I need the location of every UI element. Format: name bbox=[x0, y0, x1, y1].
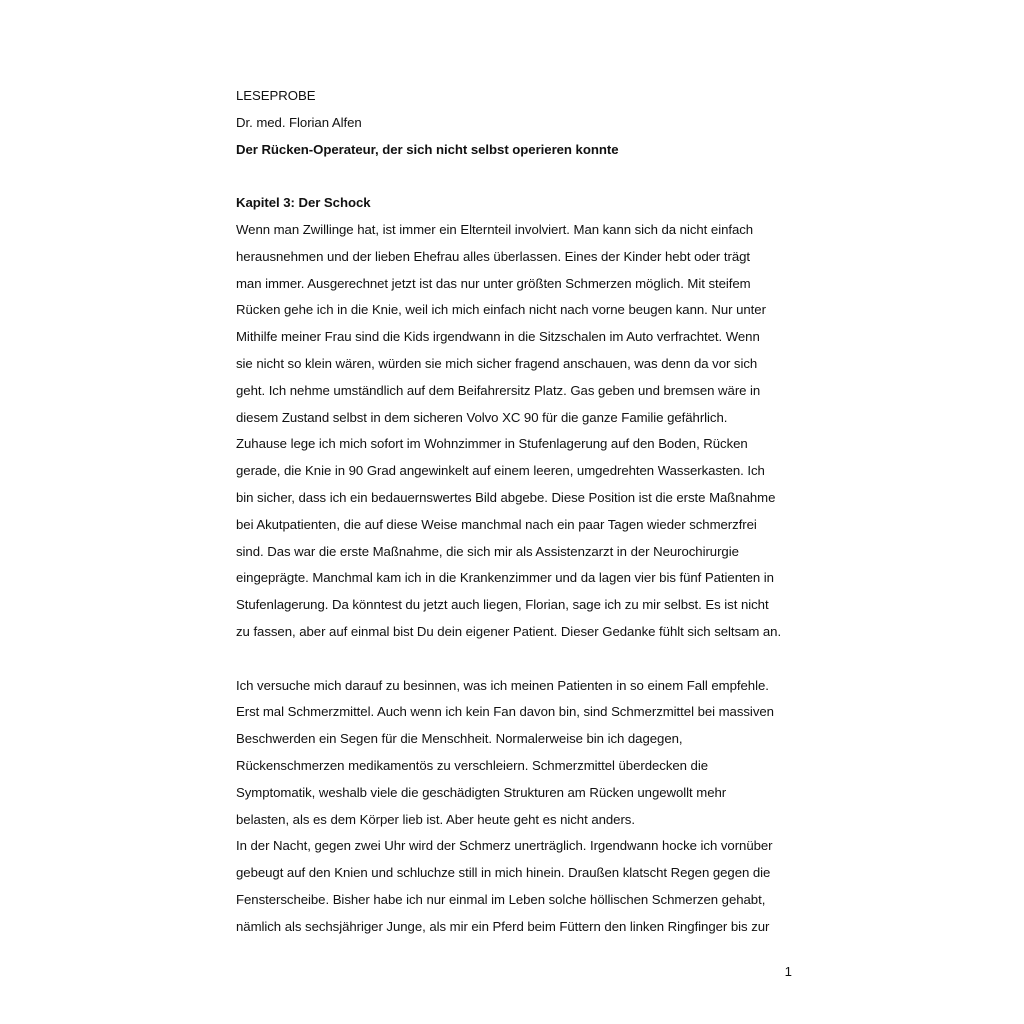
text-line: zu fassen, aber auf einmal bist Du dein eigener Patient. Dieser Gedanke fühlt sich seltsam an. bbox=[236, 623, 782, 639]
text-line: Beschwerden ein Segen für die Menschheit. Normalerweise bin ich dagegen, bbox=[236, 731, 683, 747]
text-line: Stufenlagerung. Da könntest du jetzt auch liegen, Florian, sage ich zu mir selbst. Es ist nicht bbox=[236, 597, 769, 613]
leseprobe-label: LESEPROBE bbox=[236, 88, 316, 103]
paragraph-1 bbox=[236, 220, 816, 649]
text-line: Mithilfe meiner Frau sind die Kids irgendwann in die Sitzschalen im Auto verfrachtet. Wenn bbox=[236, 329, 760, 345]
text-line: Zuhause lege ich mich sofort im Wohnzimmer in Stufenlagerung auf den Boden, Rücken bbox=[236, 436, 748, 452]
text-line: man immer. Ausgerechnet jetzt ist das nur unter größten Schmerzen möglich. Mit steifem bbox=[236, 275, 751, 291]
text-line: Fensterscheibe. Bisher habe ich nur einmal im Leben solche höllischen Schmerzen gehabt, bbox=[236, 891, 766, 907]
text-line: gebeugt auf den Knien und schluchze still in mich hinein. Draußen klatscht Regen gegen die bbox=[236, 865, 771, 881]
blank-line bbox=[236, 166, 816, 193]
chapter-heading: Kapitel 3: Der Schock bbox=[236, 195, 371, 211]
document-body bbox=[236, 86, 816, 944]
text-line: diesem Zustand selbst in dem sicheren Volvo XC 90 für die ganze Familie gefährlich. bbox=[236, 409, 728, 425]
paragraph-2 bbox=[236, 676, 816, 944]
text-line: herausnehmen und der lieben Ehefrau alles überlassen. Eines der Kinder hebt oder trägt bbox=[236, 248, 751, 264]
text-line: Rücken gehe ich in die Knie, weil ich mich einfach nicht nach vorne beugen kann. Nur unter bbox=[236, 302, 766, 318]
text-line: eingeprägte. Manchmal kam ich in die Krankenzimmer und da lagen vier bis fünf Patienten in bbox=[236, 570, 774, 586]
author-line: Dr. med. Florian Alfen bbox=[236, 114, 362, 130]
blank-line bbox=[236, 649, 816, 676]
text-line: In der Nacht, gegen zwei Uhr wird der Schmerz unerträglich. Irgendwann hocke ich vornüber bbox=[236, 838, 773, 854]
text-line: Erst mal Schmerzmittel. Auch wenn ich kein Fan davon bin, sind Schmerzmittel bei massiven bbox=[236, 704, 774, 720]
text-line: gerade, die Knie in 90 Grad angewinkelt auf einem leeren, umgedrehten Wasserkasten. Ich bbox=[236, 463, 765, 479]
text-line: Rückenschmerzen medikamentös zu verschleiern. Schmerzmittel überdecken die bbox=[236, 757, 708, 773]
text-line: sind. Das war die erste Maßnahme, die sich mir als Assistenzarzt in der Neurochirurgie bbox=[236, 543, 739, 559]
text-line: Wenn man Zwillinge hat, ist immer ein Elternteil involviert. Man kann sich da nicht einfach bbox=[236, 221, 754, 237]
text-line: bin sicher, dass ich ein bedauernswertes Bild abgebe. Diese Position ist die erste Maßnahme bbox=[236, 489, 776, 505]
text-line: bei Akutpatienten, die auf diese Weise manchmal nach ein paar Tagen wieder schmerzfrei bbox=[236, 516, 757, 532]
text-line: nämlich als sechsjähriger Junge, als mir ein Pferd beim Füttern den linken Ringfinger bis zur bbox=[236, 918, 770, 934]
book-title: Der Rücken-Operateur, der sich nicht selbst operieren konnte bbox=[236, 141, 619, 157]
text-line: geht. Ich nehme umständlich auf dem Beifahrersitz Platz. Gas geben und bremsen wäre in bbox=[236, 382, 761, 398]
page-number: 1 bbox=[784, 964, 792, 979]
text-line: Symptomatik, weshalb viele die geschädigten Strukturen am Rücken ungewollt mehr bbox=[236, 784, 727, 800]
text-line: sie nicht so klein wären, würden sie mich sicher fragend anschauen, was denn da vor sich bbox=[236, 355, 758, 371]
text-line: Ich versuche mich darauf zu besinnen, was ich meinen Patienten in so einem Fall empfehle. bbox=[236, 677, 769, 693]
text-line: belasten, als es dem Körper lieb ist. Aber heute geht es nicht anders. bbox=[236, 811, 635, 827]
